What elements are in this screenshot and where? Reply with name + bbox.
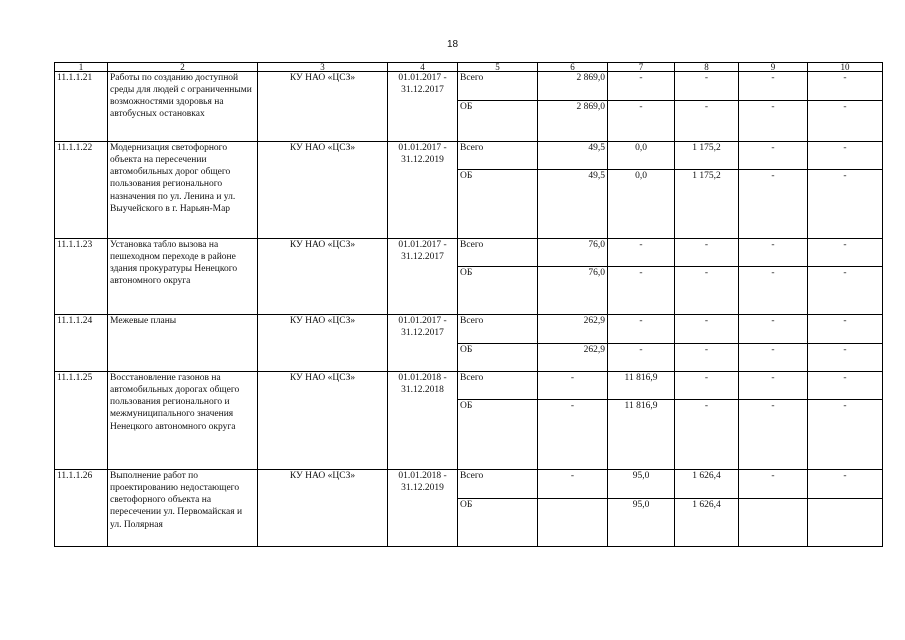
value-col10: - xyxy=(808,372,883,400)
row-executor: КУ НАО «ЦСЗ» xyxy=(258,239,388,315)
column-number: 9 xyxy=(739,63,808,72)
value-col6: 76,0 xyxy=(538,267,608,315)
column-number: 6 xyxy=(538,63,608,72)
column-number: 4 xyxy=(388,63,458,72)
row-name: Межевые планы xyxy=(108,315,258,372)
value-col8: - xyxy=(675,344,739,372)
value-col9: - xyxy=(739,239,808,267)
funding-source: Всего xyxy=(458,142,538,170)
column-number: 1 xyxy=(55,63,108,72)
funding-source: ОБ xyxy=(458,267,538,315)
column-number: 8 xyxy=(675,63,739,72)
value-col9: - xyxy=(739,142,808,170)
value-col10: - xyxy=(808,142,883,170)
row-name: Восстановление газонов на автомобильных дорогах общего пользования регионального и межмуниципального значения Ненецкого автономного округа xyxy=(108,372,258,470)
column-number: 5 xyxy=(458,63,538,72)
value-col9: - xyxy=(739,101,808,142)
value-col9: - xyxy=(739,470,808,499)
column-number: 2 xyxy=(108,63,258,72)
value-col9 xyxy=(739,499,808,547)
value-col7: - xyxy=(608,267,675,315)
row-period: 01.01.2018 - 31.12.2019 xyxy=(388,470,458,547)
row-code: 11.1.1.26 xyxy=(55,470,108,547)
value-col8: 1 175,2 xyxy=(675,142,739,170)
column-number-row xyxy=(55,63,883,72)
row-name: Работы по созданию доступной среды для людей с ограниченными возможностями здоровья на автобусных остановках xyxy=(108,72,258,142)
table-row xyxy=(55,142,883,170)
column-number: 3 xyxy=(258,63,388,72)
funding-source: Всего xyxy=(458,372,538,400)
value-col6: 49,5 xyxy=(538,170,608,239)
value-col9: - xyxy=(739,170,808,239)
value-col8: - xyxy=(675,400,739,470)
value-col9: - xyxy=(739,400,808,470)
value-col10: - xyxy=(808,315,883,344)
value-col7: 11 816,9 xyxy=(608,400,675,470)
value-col7: 0,0 xyxy=(608,170,675,239)
value-col9: - xyxy=(739,267,808,315)
row-period: 01.01.2017 - 31.12.2017 xyxy=(388,72,458,142)
row-period: 01.01.2018 - 31.12.2018 xyxy=(388,372,458,470)
value-col6: 2 869,0 xyxy=(538,72,608,101)
row-period: 01.01.2017 - 31.12.2019 xyxy=(388,142,458,239)
funding-source: Всего xyxy=(458,72,538,101)
value-col9: - xyxy=(739,315,808,344)
value-col6: - xyxy=(538,372,608,400)
value-col7: - xyxy=(608,72,675,101)
value-col10: - xyxy=(808,239,883,267)
table-row xyxy=(55,72,883,101)
row-executor: КУ НАО «ЦСЗ» xyxy=(258,142,388,239)
table-row xyxy=(55,470,883,499)
value-col6 xyxy=(538,499,608,547)
funding-source: ОБ xyxy=(458,499,538,547)
table-row xyxy=(55,239,883,267)
funding-source: ОБ xyxy=(458,101,538,142)
value-col8: 1 626,4 xyxy=(675,499,739,547)
value-col10: - xyxy=(808,470,883,499)
table-row xyxy=(55,315,883,344)
value-col8: - xyxy=(675,372,739,400)
row-code: 11.1.1.21 xyxy=(55,72,108,142)
row-executor: КУ НАО «ЦСЗ» xyxy=(258,470,388,547)
row-code: 11.1.1.22 xyxy=(55,142,108,239)
value-col6: 262,9 xyxy=(538,344,608,372)
value-col9: - xyxy=(739,72,808,101)
value-col6: - xyxy=(538,470,608,499)
value-col7: - xyxy=(608,315,675,344)
value-col10: - xyxy=(808,400,883,470)
table-row xyxy=(55,372,883,400)
row-executor: КУ НАО «ЦСЗ» xyxy=(258,315,388,372)
row-period: 01.01.2017 - 31.12.2017 xyxy=(388,239,458,315)
funding-source: ОБ xyxy=(458,170,538,239)
column-number: 7 xyxy=(608,63,675,72)
value-col7: 95,0 xyxy=(608,470,675,499)
row-name: Установка табло вызова на пешеходном переходе в районе здания прокуратуры Ненецкого автономного округа xyxy=(108,239,258,315)
row-period: 01.01.2017 - 31.12.2017 xyxy=(388,315,458,372)
value-col10: - xyxy=(808,101,883,142)
row-code: 11.1.1.24 xyxy=(55,315,108,372)
value-col7: - xyxy=(608,344,675,372)
value-col10: - xyxy=(808,344,883,372)
funding-source: Всего xyxy=(458,239,538,267)
value-col10 xyxy=(808,499,883,547)
row-name: Модернизация светофорного объекта на пересечении автомобильных дорог общего пользования регионального назначения по ул. Ленина и ул. Выучейского в г. Нарьян-Мар xyxy=(108,142,258,239)
program-table xyxy=(54,62,883,547)
row-code: 11.1.1.23 xyxy=(55,239,108,315)
value-col9: - xyxy=(739,372,808,400)
value-col8: - xyxy=(675,101,739,142)
value-col10: - xyxy=(808,170,883,239)
value-col7: - xyxy=(608,239,675,267)
value-col8: - xyxy=(675,315,739,344)
value-col7: 95,0 xyxy=(608,499,675,547)
value-col6: 76,0 xyxy=(538,239,608,267)
value-col7: - xyxy=(608,101,675,142)
value-col10: - xyxy=(808,267,883,315)
funding-source: ОБ xyxy=(458,344,538,372)
value-col8: 1 175,2 xyxy=(675,170,739,239)
value-col6: - xyxy=(538,400,608,470)
value-col6: 49,5 xyxy=(538,142,608,170)
value-col8: - xyxy=(675,267,739,315)
value-col8: - xyxy=(675,239,739,267)
value-col7: 0,0 xyxy=(608,142,675,170)
row-code: 11.1.1.25 xyxy=(55,372,108,470)
funding-source: ОБ xyxy=(458,400,538,470)
row-executor: КУ НАО «ЦСЗ» xyxy=(258,72,388,142)
value-col6: 262,9 xyxy=(538,315,608,344)
row-name: Выполнение работ по проектированию недостающего светофорного объекта на пересечении ул. Первомайская и ул. Полярная xyxy=(108,470,258,547)
funding-source: Всего xyxy=(458,470,538,499)
value-col8: 1 626,4 xyxy=(675,470,739,499)
value-col10: - xyxy=(808,72,883,101)
page-number: 18 xyxy=(446,39,459,50)
value-col6: 2 869,0 xyxy=(538,101,608,142)
row-executor: КУ НАО «ЦСЗ» xyxy=(258,372,388,470)
funding-source: Всего xyxy=(458,315,538,344)
value-col9: - xyxy=(739,344,808,372)
value-col8: - xyxy=(675,72,739,101)
column-number: 10 xyxy=(808,63,883,72)
value-col7: 11 816,9 xyxy=(608,372,675,400)
